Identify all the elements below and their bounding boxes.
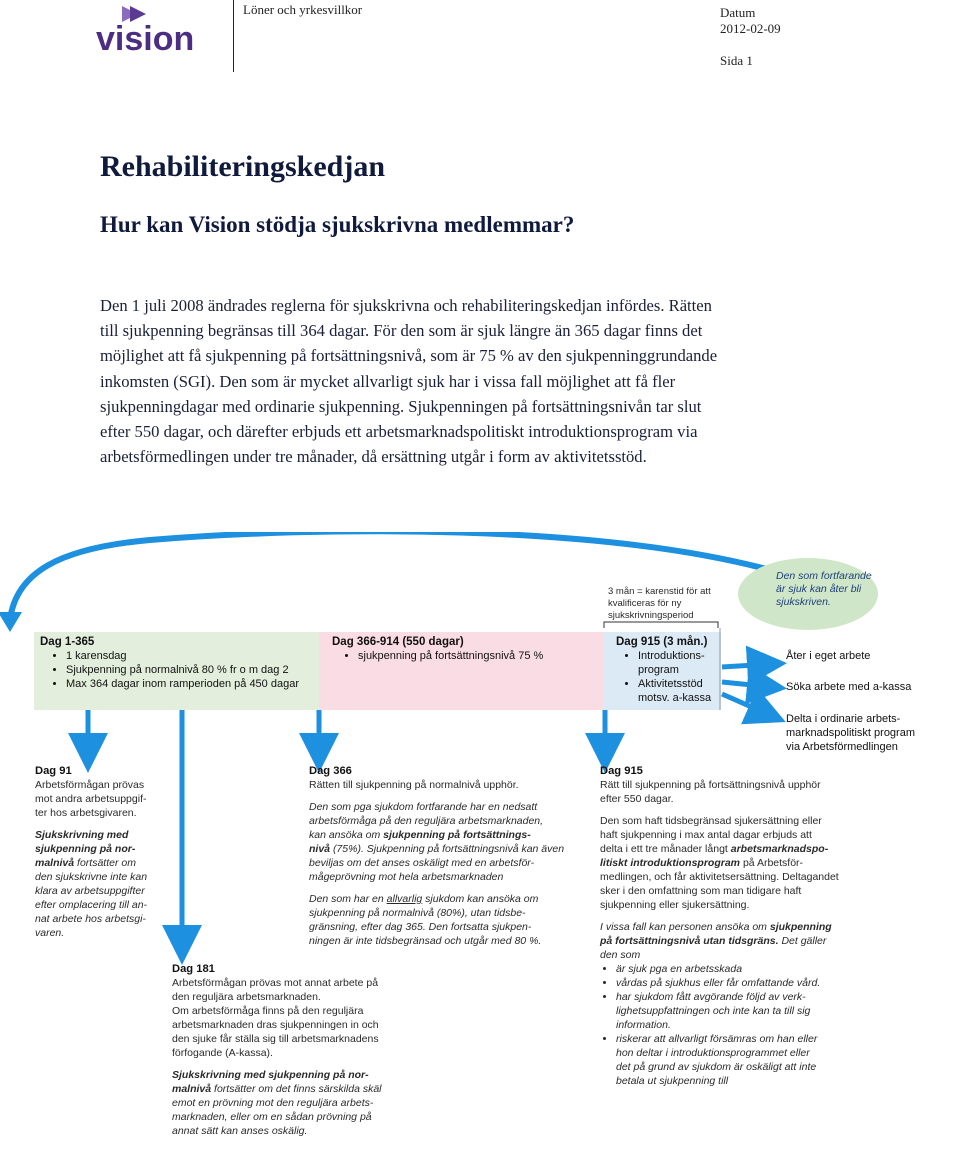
header-divider: [233, 0, 234, 72]
arrow-labour-programme: [722, 694, 772, 716]
karens-note-line: sjukskrivningsperiod: [608, 610, 694, 621]
dag915-bullet: [616, 990, 858, 1032]
text-line: Rätten till sjukpenning på normalnivå upphör.: [309, 779, 519, 791]
phase3-heading: Dag 915 (3 mån.): [616, 636, 708, 648]
phase3-item-text: motsv. a-kassa: [638, 692, 712, 704]
dag915-heading: Dag 915: [600, 765, 643, 777]
text-line: det på grund av sjukdom är oskäligt att inte: [616, 1061, 817, 1073]
text-line: arbetsmarknaden dras sjukpenningen in och: [172, 1019, 379, 1031]
text-line: Arbetsförmågan prövas mot annat arbete på: [172, 977, 379, 989]
text-line: ter hos arbetsgivaren.: [35, 807, 137, 819]
dag366-text: [309, 764, 589, 956]
phase3-item: [638, 649, 720, 677]
text-line: den reguljära arbetsmarknaden.: [172, 991, 321, 1003]
intro-line: möjlighet att få sjukpenning på fortsättningsnivå, som är 75 % av den sjukpenninggrundande: [100, 346, 718, 366]
text-line: medlingen, och får aktivitetsersättning. Deltagandet: [600, 871, 839, 883]
dag91-text: [35, 764, 170, 948]
intro-line: inkomsten (SGI). Den som är mycket allvarligt sjuk har i vissa fall möjlighet att få fler: [100, 371, 676, 391]
text-line: (75%). Sjukpenning på fortsättningsnivå kan även: [332, 843, 565, 855]
arrow-back-to-work: [722, 664, 772, 667]
phase3-item: [638, 677, 720, 705]
text-line: haft sjukpenning i max antal dagar erbjuds att: [600, 829, 812, 841]
phase1-item: • Sjukpenning på normalnivå 80 % fr o m dag 2: [66, 663, 318, 677]
karens-bracket: [604, 622, 718, 628]
text-line: vårdas på sjukhus eller får omfattande vård.: [616, 977, 821, 989]
outcome-line: Delta i ordinarie arbets-: [786, 713, 901, 725]
text-line: Arbetsförmågan prövas: [35, 779, 145, 791]
dag915-text: [600, 764, 858, 1088]
date-label: Datum: [720, 5, 756, 20]
text-line: på Arbetsför-: [742, 857, 804, 869]
intro-line: Den 1 juli 2008 ändrades reglerna för sjukskrivna och rehabiliteringskedjan infördes. Rätten: [100, 296, 712, 315]
text-line: mågeprövning mot hela arbetsmarknaden: [309, 871, 504, 883]
ellipse-line: är sjuk kan åter bli: [776, 583, 862, 595]
text-line: sjukpenning på normalnivå (80%), utan tidsbe-: [309, 907, 526, 919]
phase1-heading: Dag 1-365: [40, 636, 95, 648]
phase1-item: • Max 364 dagar inom ramperioden på 450 dagar: [66, 677, 318, 691]
text-line: lighetsuppfattningen och inte kan ta till sig: [616, 1005, 811, 1017]
dag915-bullet: [616, 962, 858, 976]
text-line: nivå: [309, 843, 331, 855]
text-line: är sjuk pga en arbetsskada: [616, 963, 743, 975]
text-line: arbetsmarknadspo-: [730, 843, 829, 855]
text-line: på fortsättningsnivå utan tidsgräns.: [600, 935, 779, 947]
text-line: mot andra arbetsuppgif-: [35, 793, 147, 805]
return-curve-arrowhead: [0, 612, 22, 632]
text-line: sjukpenning på nor-: [35, 843, 136, 855]
outcome-back-to-work: Åter i eget arbete: [786, 650, 871, 662]
text-line: Den som har en: [309, 893, 384, 905]
dag181-text: [172, 962, 422, 1146]
text-line: Sjukskrivning med sjukpenning på nor-: [172, 1069, 369, 1081]
dag915-bullet: [616, 1032, 858, 1088]
text-line: Den som pga sjukdom fortfarande har en nedsatt: [309, 801, 538, 813]
outcome-line: via Arbetsförmedlingen: [786, 741, 898, 753]
logo-text: vision: [96, 20, 195, 54]
intro-line: till sjukpenning begränsas till 364 dagar. För den som är sjuk längre än 365 dagar finns det: [100, 321, 703, 341]
phase3-item-text: program: [638, 664, 679, 676]
text-line: Det gäller: [781, 935, 827, 947]
arrow-seek-work: [722, 682, 772, 687]
karens-note-line: kvalificeras för ny: [608, 598, 682, 609]
department-name: Löner och yrkesvillkor: [243, 2, 363, 17]
resick-ellipse-text: [776, 570, 872, 609]
text-line: kan ansöka om: [309, 829, 381, 841]
text-line: betala ut sjukpenning till: [616, 1075, 729, 1087]
ellipse-line: sjukskriven.: [776, 596, 831, 608]
document-date: 2012-02-09: [720, 21, 781, 36]
text-line: den sjuke får ställa sig till arbetsmarknadens: [172, 1033, 379, 1045]
page-subtitle: Hur kan Vision stödja sjukskrivna medlemmar?: [100, 212, 575, 237]
phase3-item-text: Aktivitetsstöd: [638, 678, 703, 690]
dag91-heading: Dag 91: [35, 765, 72, 777]
page-title: Rehabiliteringskedjan: [100, 150, 386, 183]
intro-line: efter 550 dagar, och därefter erbjuds ett arbetsmarknadspolitiskt introduktionsprogram via: [100, 422, 698, 442]
vision-logo: [96, 4, 212, 54]
phase3-content: [616, 636, 720, 705]
ellipse-line: Den som fortfarande: [776, 570, 872, 582]
text-line: gränsning, efter dag 365. Den fortsatta sjukpen-: [309, 921, 532, 933]
text-line: emot en prövning mot den reguljära arbets-: [172, 1097, 374, 1109]
intro-paragraph: [100, 293, 860, 469]
text-line: annat sätt kan anses oskälig.: [172, 1125, 308, 1137]
phase1-item: • 1 karensdag: [66, 649, 318, 663]
phase2-content: [332, 636, 602, 663]
phase2-heading: Dag 366-914 (550 dagar): [332, 636, 464, 648]
text-line: litiskt introduktionsprogram: [600, 857, 741, 869]
text-line: allvarlig: [386, 893, 423, 905]
text-line: riskerar att allvarligt försämras om han eller: [616, 1033, 818, 1045]
rehabilitation-chain-diagram: [0, 532, 960, 1153]
text-line: sker i den omfattning som man tidigare haft: [600, 885, 802, 897]
intro-line: arbetsförmedlingen under tre månader, då ersättning utgår i form av aktivitetsstöd.: [100, 447, 647, 467]
text-line: malnivå: [35, 857, 75, 869]
text-line: fortsätter om: [77, 857, 136, 869]
text-line: information.: [616, 1019, 671, 1031]
outcome-labour-programme: [786, 712, 915, 754]
text-line: sjukpenning på fortsättnings-: [383, 829, 531, 841]
text-line: den som: [600, 949, 641, 961]
text-line: beviljas om det anses oskäligt med en arbetsför-: [309, 857, 535, 869]
dag366-heading: Dag 366: [309, 765, 352, 777]
phase2-item: • sjukpenning på fortsättningsnivå 75 %: [358, 649, 602, 663]
dag915-bullet: [616, 976, 858, 990]
dag181-heading: Dag 181: [172, 963, 215, 975]
text-line: arbetsförmåga på den reguljära arbetsmarknaden,: [309, 815, 544, 827]
text-line: malnivå: [172, 1083, 212, 1095]
text-line: Sjukskrivning med: [35, 829, 129, 841]
phase3-item-text: Introduktions-: [638, 650, 705, 662]
text-line: klara av arbetsuppgifter: [35, 885, 145, 897]
text-line: fortsätter om det finns särskilda skäl: [214, 1083, 382, 1095]
phase1-content: [40, 636, 318, 691]
text-line: sjukpenning eller sjukersättning.: [600, 899, 750, 911]
text-line: Rätt till sjukpenning på fortsättningsnivå upphör: [600, 779, 821, 791]
outcome-line: marknadspolitiskt program: [786, 727, 915, 739]
text-line: ningen är inte tidsbegränsad och utgår med 80 %.: [309, 935, 542, 947]
karens-note: [608, 586, 711, 622]
text-line: varen.: [35, 927, 65, 939]
karens-note-line: 3 mån = karenstid för att: [608, 586, 711, 597]
text-line: Den som haft tidsbegränsad sjukersättning eller: [600, 815, 822, 827]
text-line: har sjukdom fått avgörande följd av verk-: [616, 991, 806, 1003]
text-line: sjukpenning: [769, 921, 832, 933]
text-line: den sjukskrivne inte kan: [35, 871, 148, 883]
text-line: efter omplacering till an-: [35, 899, 148, 911]
text-line: förfogande (A-kassa).: [172, 1047, 273, 1059]
text-line: nat arbete hos arbetsgi-: [35, 913, 146, 925]
text-line: efter 550 dagar.: [600, 793, 674, 805]
text-line: Om arbetsförmåga finns på den reguljära: [172, 1005, 364, 1017]
outcome-seek-work: Söka arbete med a-kassa: [786, 681, 912, 693]
text-line: delta i ett tre månader långt: [600, 843, 728, 855]
text-line: hon deltar i introduktionsprogrammet eller: [616, 1047, 810, 1059]
intro-line: sjukpenningdagar med ordinarie sjukpenning. Sjukpenningen på fortsättningsnivån tar slut: [100, 396, 702, 416]
text-line: marknaden, eller om en sådan prövning på: [172, 1111, 372, 1123]
page-number: Sida 1: [720, 53, 753, 68]
text-line: sjukdom kan ansöka om: [425, 893, 539, 905]
text-line: I vissa fall kan personen ansöka om: [600, 921, 767, 933]
